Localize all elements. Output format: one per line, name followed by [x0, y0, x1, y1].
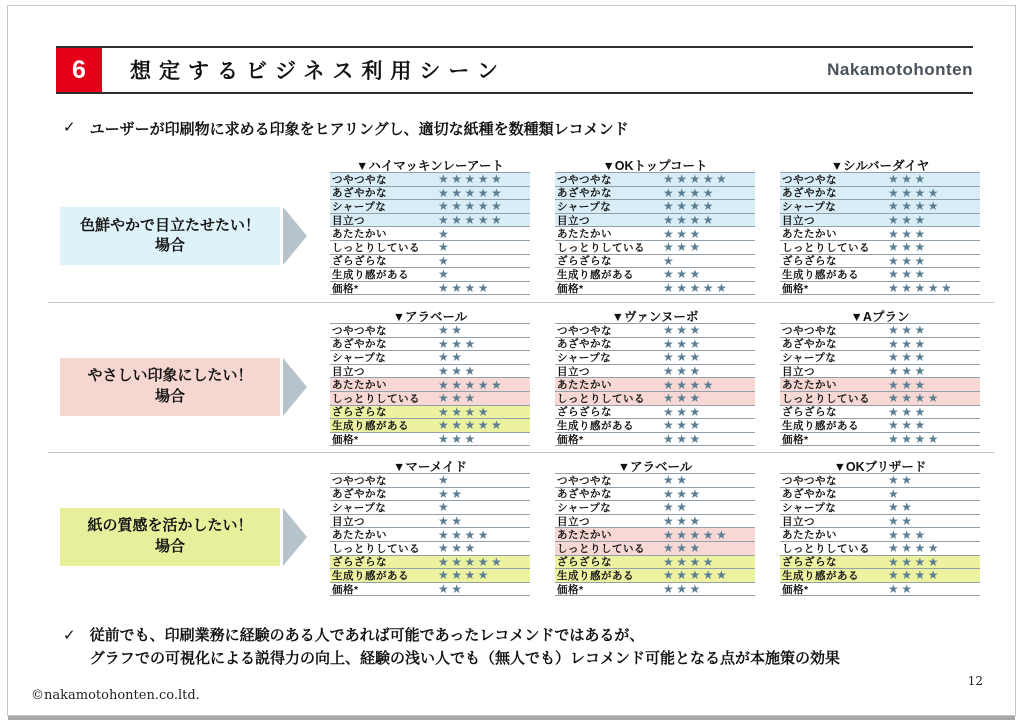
use-case-group: [48, 302, 994, 452]
paper-table-rows: [780, 323, 980, 446]
star-rating: ★★★: [888, 323, 928, 338]
star-rating: ★★★★: [888, 568, 942, 583]
bottom-bullet: [63, 624, 840, 671]
attribute-label: あざやかな: [782, 338, 837, 351]
attribute-label: ざらざらな: [557, 406, 612, 419]
paper-tables: [330, 152, 994, 302]
arrow-right-icon: [283, 207, 307, 265]
star-rating: ★: [438, 473, 452, 488]
attribute-label: 生成り感がある: [332, 569, 409, 582]
top-bullet-text: ユーザーが印刷物に求める印象をヒアリングし、適切な紙種を数種類レコメンド: [89, 121, 629, 138]
attribute-label: シャープな: [332, 200, 387, 213]
paper-table-title: ▼シルバーダイヤ: [830, 159, 930, 173]
star-rating: ★★★: [888, 172, 928, 187]
attribute-label: 目立つ: [782, 214, 815, 227]
star-rating: ★★★★: [888, 541, 942, 556]
star-rating: ★★: [888, 473, 915, 488]
star-rating: ★★★: [663, 404, 703, 419]
attribute-label: ざらざらな: [782, 556, 837, 569]
copyright: ©nakamotohonten.co.ltd.: [31, 688, 200, 703]
star-rating: ★★★: [663, 267, 703, 282]
attribute-label: 生成り感がある: [332, 419, 409, 432]
table-row: [555, 433, 755, 447]
scene-label-line1: 色鮮やかで目立たせたい！: [79, 216, 260, 234]
table-row: [330, 583, 530, 597]
page-number: 12: [967, 674, 983, 688]
star-rating: ★★★★★: [438, 199, 505, 214]
attribute-label: しっとりしている: [332, 542, 420, 555]
attribute-label: 目立つ: [782, 365, 815, 378]
table-row: [330, 282, 530, 296]
attribute-label: あたたかい: [557, 529, 612, 542]
star-rating: ★★★: [663, 541, 703, 556]
star-rating: ★★★★: [888, 199, 942, 214]
attribute-label: 生成り感がある: [782, 268, 859, 281]
attribute-label: シャープな: [782, 501, 837, 514]
check-icon: ✓: [63, 119, 76, 136]
attribute-label: あざやかな: [557, 488, 612, 501]
attribute-label: シャープな: [557, 200, 612, 213]
attribute-label: 生成り感がある: [782, 569, 859, 582]
groups: [48, 152, 994, 602]
attribute-label: 価格*: [332, 282, 359, 295]
table-row: [780, 433, 980, 447]
paper-rating-table: [555, 307, 755, 452]
paper-table-rows: [555, 473, 755, 596]
attribute-label: しっとりしている: [332, 241, 420, 254]
star-rating: ★★★: [663, 432, 703, 447]
paper-rating-table: [330, 457, 530, 602]
attribute-label: あたたかい: [782, 379, 837, 392]
star-rating: ★★★: [663, 336, 703, 351]
star-rating: ★★★: [663, 486, 703, 501]
star-rating: ★★★: [663, 323, 703, 338]
attribute-label: しっとりしている: [782, 241, 870, 254]
paper-tables: [330, 453, 994, 602]
paper-table-rows: [555, 172, 755, 295]
star-rating: ★★★: [888, 267, 928, 282]
attribute-label: 価格*: [332, 583, 359, 596]
star-rating: ★★: [663, 473, 690, 488]
attribute-label: あざやかな: [332, 338, 387, 351]
attribute-label: 目立つ: [557, 214, 590, 227]
star-rating: ★★★: [888, 336, 928, 351]
star-rating: ★★★: [663, 240, 703, 255]
attribute-label: シャープな: [332, 351, 387, 364]
attribute-label: つやつやな: [782, 173, 837, 186]
attribute-label: しっとりしている: [782, 392, 870, 405]
attribute-label: シャープな: [782, 351, 837, 364]
star-rating: ★★★: [438, 541, 478, 556]
attribute-label: ざらざらな: [782, 255, 837, 268]
star-rating: ★★★: [888, 377, 928, 392]
attribute-label: 目立つ: [332, 214, 365, 227]
paper-table-rows: [330, 323, 530, 446]
use-case-label-col: [48, 453, 330, 602]
attribute-label: しっとりしている: [557, 241, 645, 254]
star-rating: ★★★★★: [438, 554, 505, 569]
slide-page: [7, 5, 1016, 716]
star-rating: ★★★: [888, 404, 928, 419]
paper-rating-table: [555, 156, 755, 302]
paper-table-title: ▼ヴァンヌーボ: [611, 310, 699, 324]
table-row: [330, 433, 530, 447]
scene-label-box: [60, 358, 280, 416]
star-rating: ★★★: [888, 226, 928, 241]
attribute-label: つやつやな: [557, 474, 612, 487]
paper-table-rows: [780, 473, 980, 596]
paper-table-rows: [780, 172, 980, 295]
star-rating: ★★★★: [663, 554, 717, 569]
star-rating: ★★★★★: [438, 418, 505, 433]
top-bullet: [63, 118, 629, 139]
attribute-label: しっとりしている: [557, 542, 645, 555]
star-rating: ★★★: [888, 418, 928, 433]
star-rating: ★★★★★: [663, 568, 730, 583]
star-rating: ★★★: [663, 350, 703, 365]
attribute-label: あたたかい: [557, 228, 612, 241]
paper-table-rows: [555, 323, 755, 446]
paper-rating-table: [780, 156, 980, 302]
star-rating: ★★★: [888, 527, 928, 542]
attribute-label: 価格*: [782, 433, 809, 446]
star-rating: ★★★: [663, 391, 703, 406]
attribute-label: あざやかな: [782, 187, 837, 200]
attribute-label: 価格*: [557, 433, 584, 446]
star-rating: ★★★★: [438, 568, 492, 583]
star-rating: ★★★★★: [663, 172, 730, 187]
attribute-label: 価格*: [557, 583, 584, 596]
star-rating: ★★★★★: [438, 213, 505, 228]
attribute-label: あたたかい: [782, 529, 837, 542]
paper-table-title: ▼アラベール: [617, 460, 693, 474]
star-rating: ★★★: [438, 432, 478, 447]
paper-table-title: ▼OKブリザード: [833, 460, 927, 474]
arrow-right-icon: [283, 358, 307, 416]
bottom-bullet-text: [90, 624, 840, 671]
attribute-label: ざらざらな: [557, 255, 612, 268]
attribute-label: 目立つ: [782, 515, 815, 528]
scene-label-line2: 場合: [154, 237, 185, 254]
attribute-label: 目立つ: [557, 365, 590, 378]
attribute-label: あざやかな: [782, 488, 837, 501]
paper-table-title: ▼アラベール: [392, 310, 468, 324]
star-rating: ★★★★: [888, 554, 942, 569]
star-rating: ★★★★: [663, 185, 717, 200]
attribute-label: ざらざらな: [332, 255, 387, 268]
paper-rating-table: [330, 307, 530, 452]
star-rating: ★★★★: [663, 199, 717, 214]
attribute-label: ざらざらな: [332, 556, 387, 569]
scene-label-box: [60, 207, 280, 265]
attribute-label: 目立つ: [332, 515, 365, 528]
star-rating: ★★★★★: [663, 281, 730, 296]
star-rating: ★: [438, 226, 452, 241]
star-rating: ★★★★: [663, 377, 717, 392]
attribute-label: つやつやな: [332, 474, 387, 487]
attribute-label: あざやかな: [332, 187, 387, 200]
attribute-label: 生成り感がある: [557, 569, 634, 582]
star-rating: ★: [438, 240, 452, 255]
star-rating: ★★★★: [438, 281, 492, 296]
paper-table-rows: [330, 473, 530, 596]
star-rating: ★★★: [888, 364, 928, 379]
attribute-label: あざやかな: [332, 488, 387, 501]
table-row: [780, 282, 980, 296]
scene-label-line2: 場合: [154, 387, 185, 405]
star-rating: ★★★★: [663, 213, 717, 228]
attribute-label: ざらざらな: [557, 556, 612, 569]
scene-label-line1: やさしい印象にしたい！: [87, 367, 253, 385]
star-rating: ★★★: [888, 253, 928, 268]
attribute-label: しっとりしている: [557, 392, 645, 405]
attribute-label: 価格*: [782, 282, 809, 295]
scene-label-line2: 場合: [154, 537, 185, 555]
bottom-bullet-line1: 従前でも、印刷業務に経験のある人であれば可能であったレコメンドではあるが、: [89, 627, 645, 644]
star-rating: ★★: [438, 323, 465, 338]
table-row: [555, 282, 755, 296]
paper-table-title: ▼OKトップコート: [602, 159, 708, 173]
attribute-label: あざやかな: [557, 338, 612, 351]
star-rating: ★: [438, 500, 452, 515]
star-rating: ★★★: [438, 391, 478, 406]
page-title: 想定するビジネス利用シーン: [130, 60, 506, 83]
attribute-label: あたたかい: [332, 379, 387, 392]
bottom-bullet-line2: グラフでの可視化による説得力の向上、経験の浅い人でも（無人でも）レコメンド可能となる点が本施策の効果: [89, 650, 841, 668]
attribute-label: シャープな: [557, 501, 612, 514]
attribute-label: 目立つ: [332, 365, 365, 378]
check-icon: ✓: [63, 627, 76, 644]
attribute-label: シャープな: [332, 501, 387, 514]
attribute-label: しっとりしている: [332, 392, 420, 405]
attribute-label: あたたかい: [332, 228, 387, 241]
attribute-label: 生成り感がある: [557, 419, 634, 432]
star-rating: ★★: [888, 500, 915, 515]
attribute-label: あたたかい: [782, 228, 837, 241]
paper-rating-table: [555, 457, 755, 602]
star-rating: ★★★: [438, 364, 478, 379]
attribute-label: あたたかい: [557, 379, 612, 392]
star-rating: ★★★★: [438, 527, 492, 542]
star-rating: ★★★: [663, 226, 703, 241]
attribute-label: ざらざらな: [782, 406, 837, 419]
star-rating: ★: [438, 267, 452, 282]
star-rating: ★★★★★: [888, 281, 955, 296]
star-rating: ★★★★★: [438, 172, 505, 187]
attribute-label: あざやかな: [557, 187, 612, 200]
attribute-label: 価格*: [782, 583, 809, 596]
star-rating: ★★★: [663, 364, 703, 379]
star-rating: ★★★: [438, 336, 478, 351]
star-rating: ★: [438, 253, 452, 268]
table-row: [780, 583, 980, 597]
star-rating: ★★★: [888, 240, 928, 255]
scene-label-line1: 紙の質感を活かしたい！: [87, 517, 253, 535]
star-rating: ★★★: [888, 350, 928, 365]
attribute-label: つやつやな: [332, 173, 387, 186]
company-logo: Nakamotohonten: [827, 60, 973, 79]
star-rating: ★: [663, 253, 677, 268]
star-rating: ★★★★★: [438, 377, 505, 392]
attribute-label: 生成り感がある: [557, 268, 634, 281]
star-rating: ★★★: [663, 582, 703, 597]
scene-label-box: [60, 508, 280, 566]
star-rating: ★★★★★: [438, 185, 505, 200]
star-rating: ★★★: [663, 418, 703, 433]
star-rating: ★★: [438, 514, 465, 529]
attribute-label: 目立つ: [557, 515, 590, 528]
attribute-label: つやつやな: [782, 474, 837, 487]
paper-rating-table: [330, 156, 530, 302]
use-case-label-col: [48, 303, 330, 452]
arrow-right-icon: [283, 508, 307, 566]
star-rating: ★★★★: [888, 391, 942, 406]
attribute-label: つやつやな: [557, 324, 612, 337]
attribute-label: 価格*: [332, 433, 359, 446]
table-row: [555, 583, 755, 597]
paper-rating-table: [780, 457, 980, 602]
paper-table-rows: [330, 172, 530, 295]
star-rating: ★★★: [663, 514, 703, 529]
paper-tables: [330, 303, 994, 452]
star-rating: ★★★★: [888, 432, 942, 447]
star-rating: ★★★★: [438, 404, 492, 419]
paper-rating-table: [780, 307, 980, 452]
paper-table-title: ▼ハイマッキンレーアート: [356, 159, 504, 173]
slide-header: [56, 46, 973, 94]
attribute-label: しっとりしている: [782, 542, 870, 555]
attribute-label: あたたかい: [332, 529, 387, 542]
paper-table-title: ▼マーメイド: [393, 460, 467, 474]
paper-table-title: ▼Aプラン: [850, 310, 910, 324]
attribute-label: つやつやな: [332, 324, 387, 337]
attribute-label: つやつやな: [557, 173, 612, 186]
star-rating: ★★★: [888, 213, 928, 228]
slide-number-badge: 6: [56, 48, 102, 92]
star-rating: ★★: [438, 486, 465, 501]
attribute-label: つやつやな: [782, 324, 837, 337]
star-rating: ★★★★★: [663, 527, 730, 542]
attribute-label: 生成り感がある: [782, 419, 859, 432]
attribute-label: ざらざらな: [332, 406, 387, 419]
use-case-label-col: [48, 152, 330, 302]
star-rating: ★★: [663, 500, 690, 515]
star-rating: ★★: [438, 350, 465, 365]
attribute-label: シャープな: [782, 200, 837, 213]
star-rating: ★: [888, 486, 902, 501]
attribute-label: シャープな: [557, 351, 612, 364]
star-rating: ★★: [888, 582, 915, 597]
star-rating: ★★: [438, 582, 465, 597]
use-case-group: [48, 452, 994, 602]
star-rating: ★★★★: [888, 185, 942, 200]
attribute-label: 価格*: [557, 282, 584, 295]
use-case-group: [48, 152, 994, 302]
attribute-label: 生成り感がある: [332, 268, 409, 281]
star-rating: ★★: [888, 514, 915, 529]
